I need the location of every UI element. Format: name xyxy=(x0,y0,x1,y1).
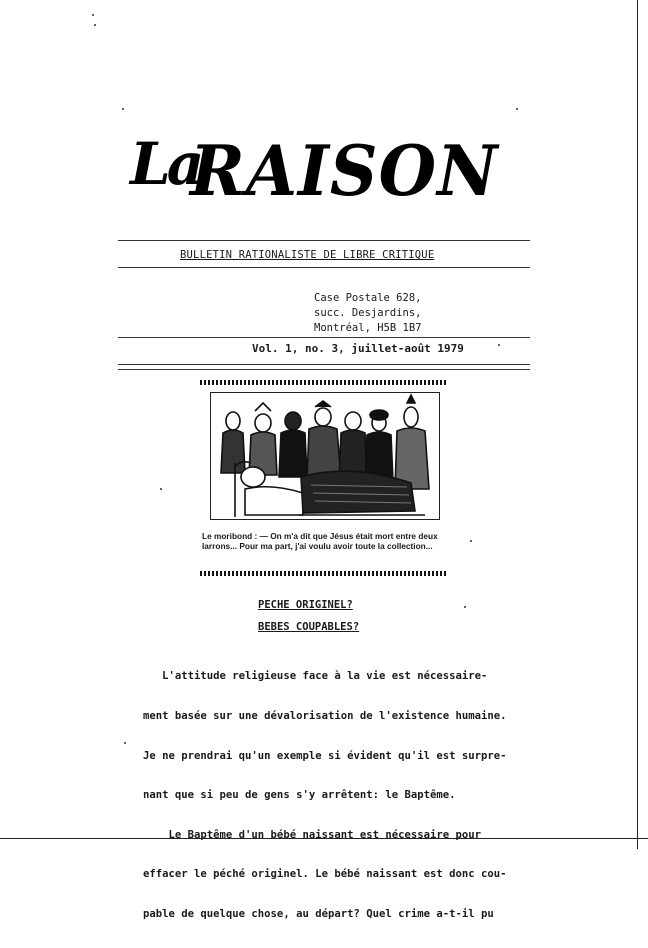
page-edge-right xyxy=(637,0,638,849)
scan-speck xyxy=(498,344,500,346)
rule-subtitle xyxy=(118,267,530,268)
body-line: Je ne prendrai qu'un exemple si évident qu'il est surpre- xyxy=(143,749,507,762)
body-line: nant que si peu de gens s'y arrêtent: le Baptême. xyxy=(143,789,456,802)
body-line: effacer le péché originel. Le bébé naissant est donc cou- xyxy=(143,868,507,881)
body-line: L'attitude religieuse face à la vie est nécessaire- xyxy=(143,670,488,683)
scan-speck xyxy=(122,108,124,110)
body-line: ment basée sur une dévalorisation de l'existence humaine. xyxy=(143,710,507,723)
subtitle: BULLETIN RATIONALISTE DE LIBRE CRITIQUE xyxy=(180,249,435,261)
hatch-band-bottom xyxy=(200,571,446,576)
issue-line: Vol. 1, no. 3, juillet-août 1979 xyxy=(252,342,464,355)
rule-issue-bottom xyxy=(118,364,530,365)
rule-top xyxy=(118,240,530,241)
scan-speck xyxy=(92,14,94,16)
masthead-title: RAISON xyxy=(190,130,499,212)
scan-speck xyxy=(516,108,518,110)
address-line: Case Postale 628, xyxy=(314,292,422,304)
address-line: succ. Desjardins, xyxy=(314,307,422,319)
article-heading: PECHE ORIGINEL? xyxy=(258,599,353,611)
hatch-band-top xyxy=(200,380,446,385)
scan-speck xyxy=(160,488,162,490)
body-line: Le Baptême d'un bébé naissant est nécessaire pour xyxy=(143,828,482,841)
cartoon-illustration xyxy=(210,392,440,520)
rule-issue-top xyxy=(118,337,530,338)
address-block xyxy=(314,291,421,336)
masthead xyxy=(118,118,538,212)
scan-speck xyxy=(124,742,126,744)
masthead-prefix: La xyxy=(130,130,201,198)
scan-speck xyxy=(464,606,466,608)
article-subheading: BEBES COUPABLES? xyxy=(258,621,360,633)
body-line: pable de quelque chose, au départ? Quel crime a-t-il pu xyxy=(143,908,494,921)
cartoon-drawing xyxy=(211,393,439,519)
cartoon-caption: Le moribond : — On m'a dit que Jésus était mort entre deux larrons... Pour ma part, j'ai voulu avoir toute la collection... xyxy=(202,531,438,551)
scan-speck xyxy=(470,540,472,542)
rule-issue-bottom-2 xyxy=(118,369,530,370)
scan-speck xyxy=(94,24,96,26)
article-body xyxy=(143,644,523,948)
address-line: Montréal, H5B 1B7 xyxy=(314,322,422,334)
